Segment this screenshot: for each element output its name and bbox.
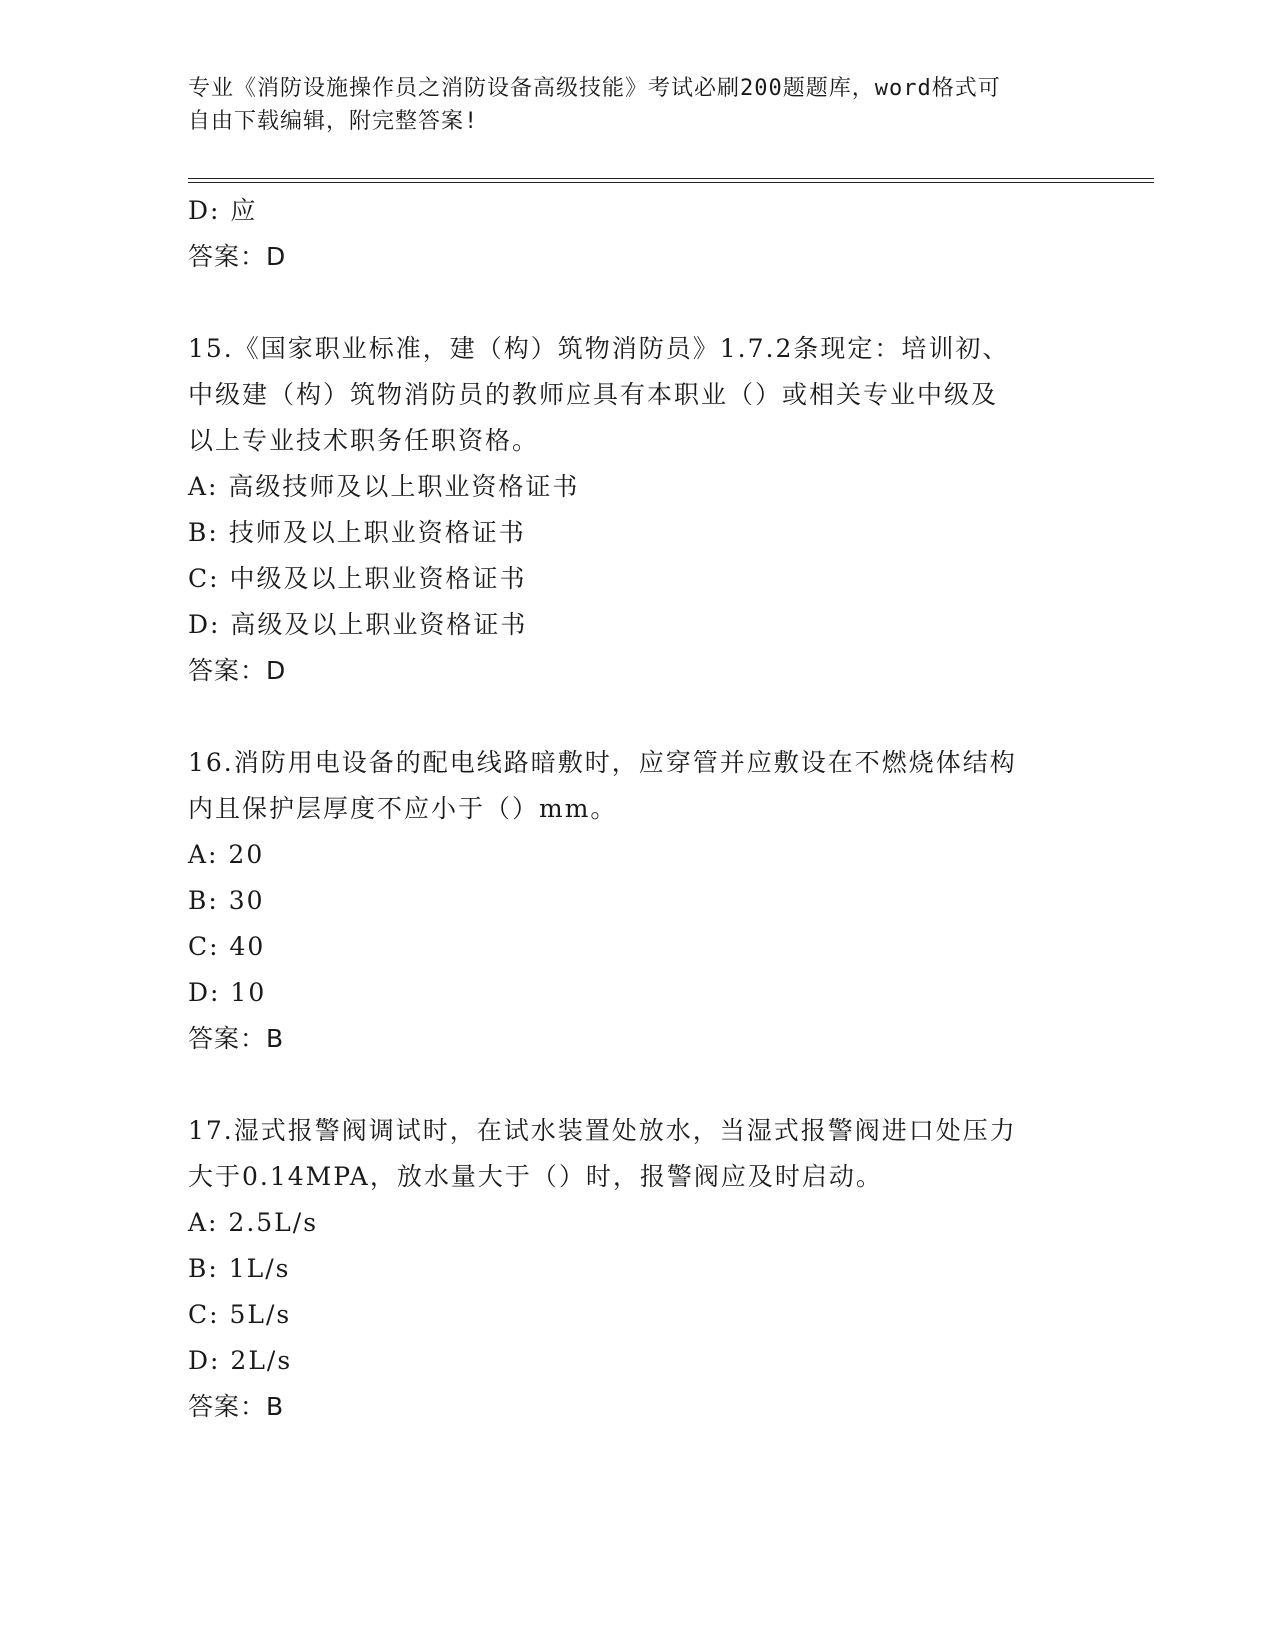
option-d: D: 2L/s xyxy=(188,1346,293,1375)
answer-line: 答案：B xyxy=(188,1024,285,1053)
spacer xyxy=(188,1062,1088,1108)
option-b: B: 30 xyxy=(188,886,265,915)
option-a: A: 20 xyxy=(188,840,265,869)
answer-line: 答案：B xyxy=(188,1392,285,1421)
question-17 xyxy=(188,1108,1088,1430)
option-c: C: 中级及以上职业资格证书 xyxy=(188,564,527,593)
answer-line: 答案：D xyxy=(188,656,287,685)
spacer xyxy=(188,694,1088,740)
option-c: C: 40 xyxy=(188,932,266,961)
option-a: A: 高级技师及以上职业资格证书 xyxy=(188,472,580,501)
question-text-line: 以上专业技术职务任职资格。 xyxy=(188,426,540,455)
option-c: C: 5L/s xyxy=(188,1300,292,1329)
question-text-line: 16.消防用电设备的配电线路暗敷时，应穿管并应敷设在不燃烧体结构 xyxy=(188,748,1017,777)
question-text-line: 15.《国家职业标准，建（构）筑物消防员》1.7.2条现定：培训初、 xyxy=(188,334,1010,363)
header-line-2: 自由下载编辑，附完整答案! xyxy=(188,109,479,134)
option-d: D: 高级及以上职业资格证书 xyxy=(188,610,528,639)
previous-question-tail xyxy=(188,188,1088,280)
spacer xyxy=(188,280,1088,326)
option-d: D: 应 xyxy=(188,196,258,225)
answer-line: 答案：D xyxy=(188,242,287,271)
option-d: D: 10 xyxy=(188,978,267,1007)
header-line-1: 专业《消防设施操作员之消防设备高级技能》考试必刷200题题库，word格式可 xyxy=(188,76,1001,101)
question-text-line: 内且保护层厚度不应小于（）mm。 xyxy=(188,794,618,823)
header-divider-bottom xyxy=(188,182,1154,183)
option-b: B: 技师及以上职业资格证书 xyxy=(188,518,526,547)
question-text-line: 中级建（构）筑物消防员的教师应具有本职业（）或相关专业中级及 xyxy=(188,380,999,409)
question-text-line: 17.湿式报警阀调试时，在试水装置处放水，当湿式报警阀进口处压力 xyxy=(188,1116,1017,1145)
document-header xyxy=(188,72,1088,138)
question-16 xyxy=(188,740,1088,1062)
header-divider-top xyxy=(188,178,1154,179)
option-b: B: 1L/s xyxy=(188,1254,291,1283)
question-text-line: 大于0.14MPA，放水量大于（）时，报警阀应及时启动。 xyxy=(188,1162,883,1191)
question-15 xyxy=(188,326,1088,694)
document-body xyxy=(188,188,1088,1430)
option-a: A: 2.5L/s xyxy=(188,1208,319,1237)
